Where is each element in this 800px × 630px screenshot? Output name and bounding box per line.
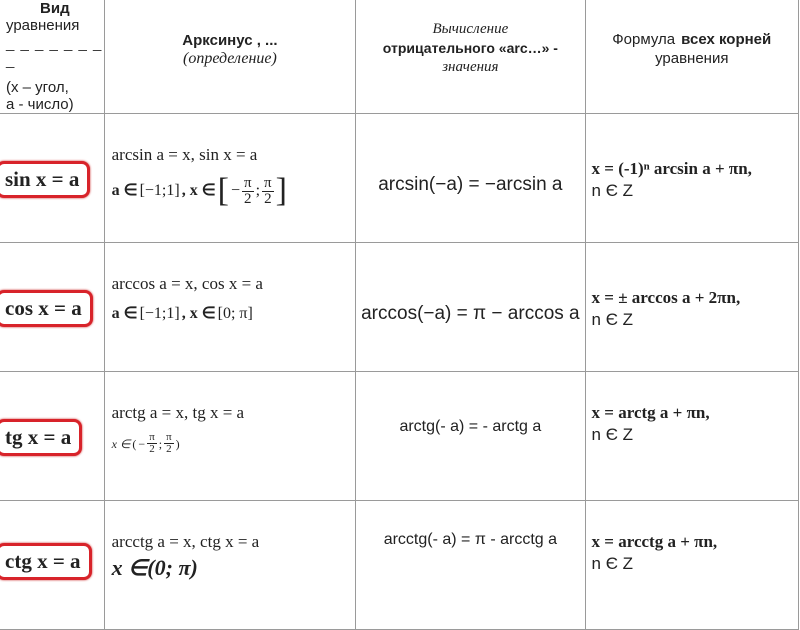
header-values-label: значения [442,59,499,75]
domain-a-interval: [−1;1] [139,182,180,199]
root-formula-cos: x = ± arccos a + 2πn, [591,288,741,307]
table-row-tg-roots [585,372,798,501]
root-domain-tg: n Є Z [591,425,634,444]
root-domain-sin: n Є Z [591,181,634,200]
domain-x-label: , x ∈ [181,182,216,199]
table-row-cos-roots [585,243,798,372]
fraction-neg-pi-2-small: $\frac{\pi}{2}$ [149,431,155,455]
table-row-ctg-type [0,501,104,630]
table-row-sin-type [0,114,104,243]
root-formula-sin: x = (-1)ⁿ arcsin a + πn, [591,159,752,178]
equation-box-ctg: ctg x = a [0,543,92,580]
header-definition: (определение) [182,50,277,67]
table-row-cos-calc [356,243,585,372]
def-line-ctg: arcctg a = x, ctg x = a [111,532,260,551]
header-vid: Вид [40,0,70,17]
header-a-note: a - число) [6,96,74,113]
root-formula-ctg: x = arcctg a + πn, [591,532,718,551]
header-all-roots-label: всех корней [681,31,772,48]
def-line-sin: arcsin a = x, sin x = a [111,145,258,164]
def-line-cos: arccos a = x, cos x = a [111,274,263,293]
header-equation-word: уравнения [655,50,729,67]
def-domain-ctg: x ∈(0; π) [111,555,198,580]
table-row-tg-calc [356,372,585,501]
root-domain-ctg: n Є Z [591,554,634,573]
header-cell-roots [585,0,798,114]
root-domain-cos: n Є Z [591,310,634,329]
header-cell-definition [104,0,356,114]
table-row-ctg-roots [585,501,798,630]
fraction-pi-2: $\frac{\pi}{2}$ [264,174,272,207]
calc-cos: arccos(−a) = π − arccos a [361,303,580,324]
equation-box-cos: cos x = a [0,290,93,327]
fraction-pi-2-small: $\frac{\pi}{2}$ [166,431,172,455]
header-cell-negative [356,0,585,114]
table-row-ctg-calc [356,501,585,630]
header-cell-type [0,0,104,114]
header-negative-label: отрицательного «arc…» - [382,40,558,56]
header-arcsin-title: Арксинус , ... [182,32,278,49]
def-domain-sin: a ∈ [−1;1] , x ∈ [ − $\frac{\pi}{2}$ ; $\frac{\pi}{2}$ ] [111,172,287,209]
table-row-tg-def [104,372,356,501]
calc-tg: arctg(- a) = - arctg a [399,418,542,435]
header-equation-label: уравнения [6,17,80,34]
calc-ctg: arcctg(- a) = π - arcctg a [383,531,558,548]
def-domain-tg: x ∈ ( − $\frac{\pi}{2}$ ; $\frac{\pi}{2}$ ) [111,431,180,455]
table-row-cos-type [0,243,104,372]
def-domain-cos: a ∈ [−1;1] , x ∈ [0; π] [111,305,253,322]
equation-box-tg: tg x = a [0,419,82,456]
header-x-note: (x – угол, [6,79,69,96]
table-row-cos-def [104,243,356,372]
table-row-sin-def [104,114,356,243]
equation-box-sin: sin x = a [0,161,90,198]
header-calc-label: Вычисление [432,21,509,37]
root-formula-tg: x = arctg a + πn, [591,403,710,422]
fraction-neg-pi-2: $\frac{\pi}{2}$ [244,174,252,207]
table-row-sin-roots [585,114,798,243]
domain-a-label: a ∈ [111,182,138,199]
header-formula-label: Формула [612,31,676,48]
table-row-sin-calc [356,114,585,243]
def-line-tg: arctg a = x, tg x = a [111,403,245,422]
table-row-tg-type [0,372,104,501]
calc-sin: arcsin(−a) = −arcsin a [378,174,563,195]
header-dash: _ _ _ _ _ _ _ _ [6,35,103,69]
table-row-ctg-def [104,501,356,630]
